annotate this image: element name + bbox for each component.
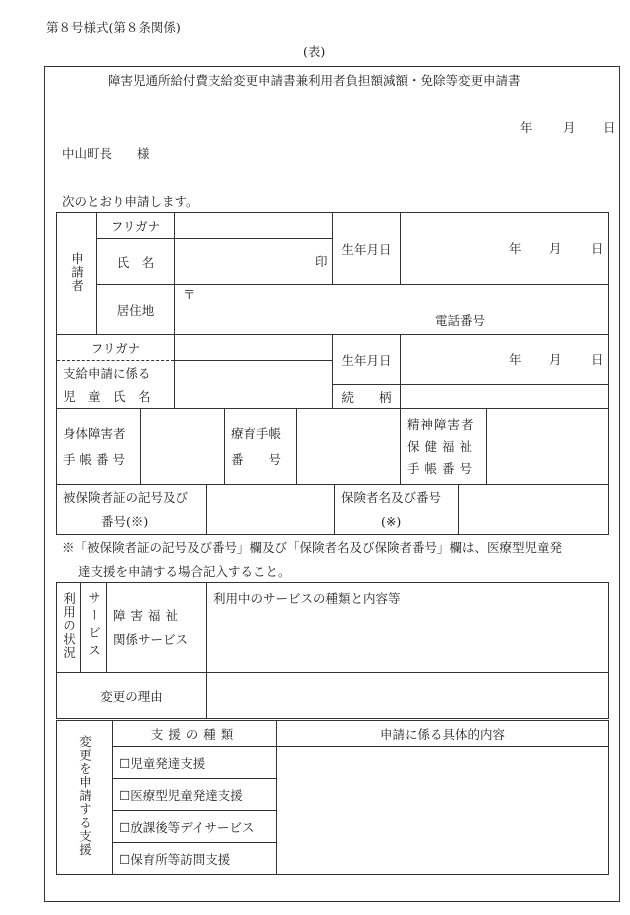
welfare-service-label: 障害福祉 関係サービス	[107, 583, 207, 673]
insurance-table	[56, 484, 609, 535]
relation-field[interactable]	[401, 385, 609, 409]
usage-content-header: 利用中のサービスの種類と内容等	[213, 591, 401, 606]
child-birthdate-field[interactable]	[401, 335, 609, 385]
insurer-label: 保険者名及び番号 (※)	[335, 485, 459, 535]
child-birth-year: 年	[509, 351, 522, 367]
applicant-birthdate-field[interactable]	[401, 213, 609, 285]
child-birthdate-label: 生年月日	[333, 335, 401, 385]
insurance-card-field[interactable]	[207, 485, 335, 535]
option-nursery-visit-support[interactable]: ☐保育所等訪問支援	[113, 843, 277, 875]
option-medical-child-development[interactable]: ☐医療型児童発達支援	[113, 779, 277, 811]
option-after-school-day-service[interactable]: ☐放課後等デイサービス	[113, 811, 277, 843]
usage-table	[56, 582, 609, 719]
phone-label: 電話番号	[435, 313, 486, 328]
usage-status-label: 利用の状況	[57, 583, 81, 673]
rehab-handbook-field[interactable]	[297, 409, 401, 485]
insurer-field[interactable]	[459, 485, 609, 535]
date-day-label: 日	[603, 120, 616, 135]
applicant-table	[56, 212, 609, 335]
child-birth-month: 月	[549, 351, 562, 367]
usage-content-field[interactable]	[207, 583, 609, 673]
relation-label: 続 柄	[333, 385, 401, 409]
applicant-birthdate-label: 生年月日	[333, 213, 401, 285]
child-table	[56, 334, 609, 409]
mental-handbook-field[interactable]	[487, 409, 609, 485]
applicant-birth-day: 日	[591, 240, 604, 256]
child-furigana-field[interactable]	[175, 335, 333, 361]
mental-handbook-label: 精神障害者 保健福祉 手帳番号	[401, 409, 487, 485]
physical-handbook-label: 身体障害者 手帳番号	[57, 409, 141, 485]
applicant-furigana-label: フリガナ	[97, 213, 175, 239]
child-name-field[interactable]	[175, 361, 333, 409]
applicant-birth-year: 年	[509, 240, 522, 256]
applicant-section-label: 申請者	[57, 213, 97, 335]
applicant-name-label: 氏 名	[97, 239, 175, 285]
usage-service-label: サービス	[81, 583, 107, 673]
postal-mark: 〒	[183, 287, 196, 302]
change-table	[56, 720, 609, 875]
change-content-field[interactable]	[277, 747, 609, 875]
child-label-line2: 児 童 氏 名	[57, 385, 175, 409]
date-month-label: 月	[563, 120, 576, 135]
child-birth-day: 日	[591, 351, 604, 367]
reason-field[interactable]	[207, 673, 609, 719]
date-year-label: 年	[520, 120, 533, 135]
change-section-label: 変更を申請する支援	[57, 721, 113, 875]
note-line1: ※「被保険者証の記号及び番号」欄及び「保険者名及び保険者番号」欄は、医療型児童発	[62, 540, 563, 555]
reason-label: 変更の理由	[57, 673, 207, 719]
child-furigana-label: フリガナ	[57, 335, 175, 361]
seal-mark: 印	[315, 253, 328, 269]
form-number: 第８号様式(第８条関係)	[46, 20, 181, 35]
note-line2: 達支援を申請する場合記入すること。	[78, 564, 291, 579]
applicant-name-field[interactable]	[175, 239, 333, 285]
addressee: 中山町長 様	[62, 146, 150, 161]
physical-handbook-field[interactable]	[141, 409, 225, 485]
page-side-label: (表)	[303, 44, 326, 59]
applicant-address-field[interactable]	[175, 285, 609, 335]
support-type-header: 支援の種類	[113, 721, 277, 747]
handbook-table	[56, 408, 609, 485]
rehab-handbook-label: 療育手帳 番 号	[225, 409, 297, 485]
content-header: 申請に係る具体的内容	[277, 721, 609, 747]
insurance-card-label: 被保険者証の記号及び 番号(※)	[57, 485, 207, 535]
option-child-development[interactable]: ☐児童発達支援	[113, 747, 277, 779]
applicant-furigana-field[interactable]	[175, 213, 333, 239]
applicant-address-label: 居住地	[97, 285, 175, 335]
applicant-birth-month: 月	[549, 240, 562, 256]
form-title: 障害児通所給付費支給変更申請書兼利用者負担額減額・免除等変更申請書	[108, 73, 521, 88]
intro-text: 次のとおり申請します。	[62, 194, 199, 209]
child-label-line1: 支給申請に係る	[57, 361, 175, 385]
